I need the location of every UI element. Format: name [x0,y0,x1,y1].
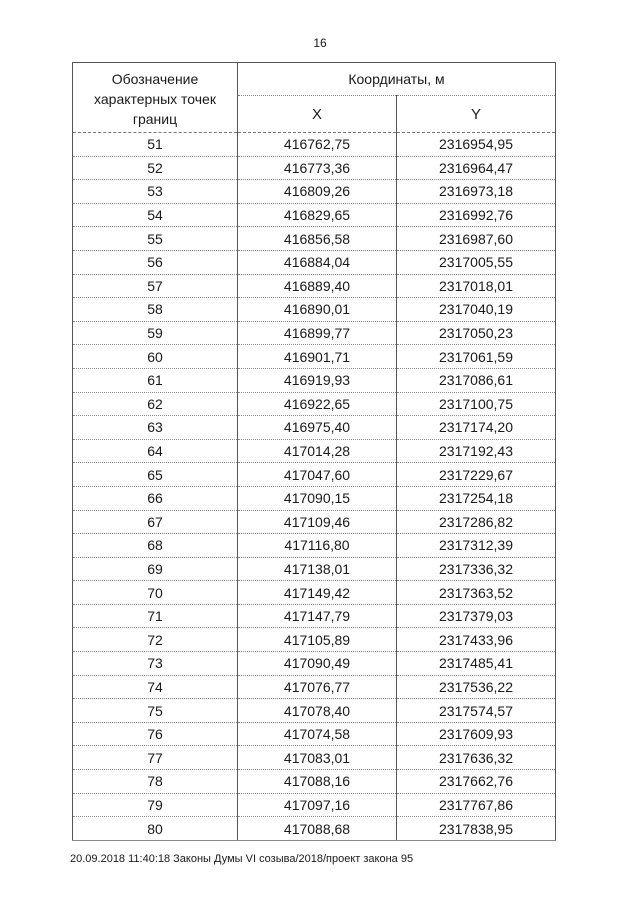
table-row [73,793,556,817]
point-id-cell: 76 [73,722,238,746]
x-coordinate-cell: 417074,58 [238,722,397,746]
y-coordinate-cell: 2317662,76 [397,770,556,794]
table-row [73,604,556,628]
x-coordinate-cell: 416890,01 [238,298,397,322]
x-coordinate-cell: 417138,01 [238,557,397,581]
point-id-cell: 77 [73,746,238,770]
header-point-designation: Обозначение характерных точек границ [73,63,238,133]
x-coordinate-cell: 417014,28 [238,439,397,463]
table-row [73,746,556,770]
x-coordinate-cell: 416809,26 [238,180,397,204]
table-row [73,557,556,581]
x-coordinate-cell: 416901,71 [238,345,397,369]
y-coordinate-cell: 2317838,95 [397,817,556,841]
table-row [73,298,556,322]
table-row [73,510,556,534]
table-row [73,203,556,227]
table-row [73,180,556,204]
x-coordinate-cell: 416829,65 [238,203,397,227]
x-coordinate-cell: 417147,79 [238,604,397,628]
y-coordinate-cell: 2317100,75 [397,392,556,416]
y-coordinate-cell: 2317229,67 [397,463,556,487]
point-id-cell: 58 [73,298,238,322]
table-row [73,416,556,440]
y-coordinate-cell: 2317061,59 [397,345,556,369]
point-id-cell: 68 [73,534,238,558]
x-coordinate-cell: 417149,42 [238,581,397,605]
x-coordinate-cell: 417109,46 [238,510,397,534]
table-row [73,368,556,392]
y-coordinate-cell: 2317286,82 [397,510,556,534]
y-coordinate-cell: 2317536,22 [397,675,556,699]
x-coordinate-cell: 417083,01 [238,746,397,770]
x-coordinate-cell: 417047,60 [238,463,397,487]
point-id-cell: 70 [73,581,238,605]
table-row [73,156,556,180]
point-id-cell: 69 [73,557,238,581]
y-coordinate-cell: 2316954,95 [397,133,556,157]
x-coordinate-cell: 416899,77 [238,321,397,345]
table-row [73,675,556,699]
x-coordinate-cell: 416884,04 [238,250,397,274]
table-row [73,392,556,416]
table-row [73,722,556,746]
coordinates-table-container [72,62,556,841]
y-coordinate-cell: 2317018,01 [397,274,556,298]
header-x: X [238,96,397,133]
x-coordinate-cell: 417116,80 [238,534,397,558]
y-coordinate-cell: 2317005,55 [397,250,556,274]
table-row [73,321,556,345]
table-row [73,274,556,298]
y-coordinate-cell: 2317050,23 [397,321,556,345]
x-coordinate-cell: 416975,40 [238,416,397,440]
table-row [73,652,556,676]
x-coordinate-cell: 417105,89 [238,628,397,652]
table-row [73,534,556,558]
y-coordinate-cell: 2317636,32 [397,746,556,770]
point-id-cell: 60 [73,345,238,369]
table-body [73,133,556,841]
table-row [73,817,556,841]
y-coordinate-cell: 2317609,93 [397,722,556,746]
y-coordinate-cell: 2317174,20 [397,416,556,440]
table-row [73,250,556,274]
y-coordinate-cell: 2317336,32 [397,557,556,581]
table-row [73,486,556,510]
point-id-cell: 62 [73,392,238,416]
point-id-cell: 63 [73,416,238,440]
y-coordinate-cell: 2317254,18 [397,486,556,510]
y-coordinate-cell: 2316964,47 [397,156,556,180]
table-row [73,581,556,605]
x-coordinate-cell: 416889,40 [238,274,397,298]
point-id-cell: 67 [73,510,238,534]
point-id-cell: 74 [73,675,238,699]
point-id-cell: 71 [73,604,238,628]
table-row [73,439,556,463]
x-coordinate-cell: 417090,49 [238,652,397,676]
y-coordinate-cell: 2317312,39 [397,534,556,558]
table-row [73,699,556,723]
table-row [73,227,556,251]
y-coordinate-cell: 2317433,96 [397,628,556,652]
point-id-cell: 66 [73,486,238,510]
x-coordinate-cell: 417088,16 [238,770,397,794]
x-coordinate-cell: 416773,36 [238,156,397,180]
table-row [73,770,556,794]
x-coordinate-cell: 417097,16 [238,793,397,817]
page-number: 16 [313,36,327,50]
y-coordinate-cell: 2317379,03 [397,604,556,628]
point-id-cell: 65 [73,463,238,487]
header-y: Y [397,96,556,133]
point-id-cell: 73 [73,652,238,676]
table-header [73,63,556,133]
point-id-cell: 54 [73,203,238,227]
point-id-cell: 78 [73,770,238,794]
point-id-cell: 80 [73,817,238,841]
table-row [73,133,556,157]
point-id-cell: 57 [73,274,238,298]
point-id-cell: 64 [73,439,238,463]
y-coordinate-cell: 2316973,18 [397,180,556,204]
y-coordinate-cell: 2317192,43 [397,439,556,463]
y-coordinate-cell: 2317767,86 [397,793,556,817]
point-id-cell: 56 [73,250,238,274]
point-id-cell: 52 [73,156,238,180]
y-coordinate-cell: 2317040,19 [397,298,556,322]
point-id-cell: 72 [73,628,238,652]
point-id-cell: 53 [73,180,238,204]
x-coordinate-cell: 417090,15 [238,486,397,510]
x-coordinate-cell: 416922,65 [238,392,397,416]
y-coordinate-cell: 2316987,60 [397,227,556,251]
x-coordinate-cell: 417088,68 [238,817,397,841]
table-row [73,628,556,652]
x-coordinate-cell: 416762,75 [238,133,397,157]
y-coordinate-cell: 2317485,41 [397,652,556,676]
header-coordinates: Координаты, м [238,63,556,96]
point-id-cell: 55 [73,227,238,251]
table-row [73,463,556,487]
y-coordinate-cell: 2317574,57 [397,699,556,723]
point-id-cell: 59 [73,321,238,345]
y-coordinate-cell: 2316992,76 [397,203,556,227]
x-coordinate-cell: 416919,93 [238,368,397,392]
point-id-cell: 79 [73,793,238,817]
table-row [73,345,556,369]
document-footer: 20.09.2018 11:40:18 Законы Думы VI созыва/2018/проект закона 95 [70,853,414,865]
x-coordinate-cell: 416856,58 [238,227,397,251]
point-id-cell: 75 [73,699,238,723]
coordinates-table [72,62,556,841]
point-id-cell: 51 [73,133,238,157]
x-coordinate-cell: 417078,40 [238,699,397,723]
y-coordinate-cell: 2317086,61 [397,368,556,392]
point-id-cell: 61 [73,368,238,392]
y-coordinate-cell: 2317363,52 [397,581,556,605]
x-coordinate-cell: 417076,77 [238,675,397,699]
